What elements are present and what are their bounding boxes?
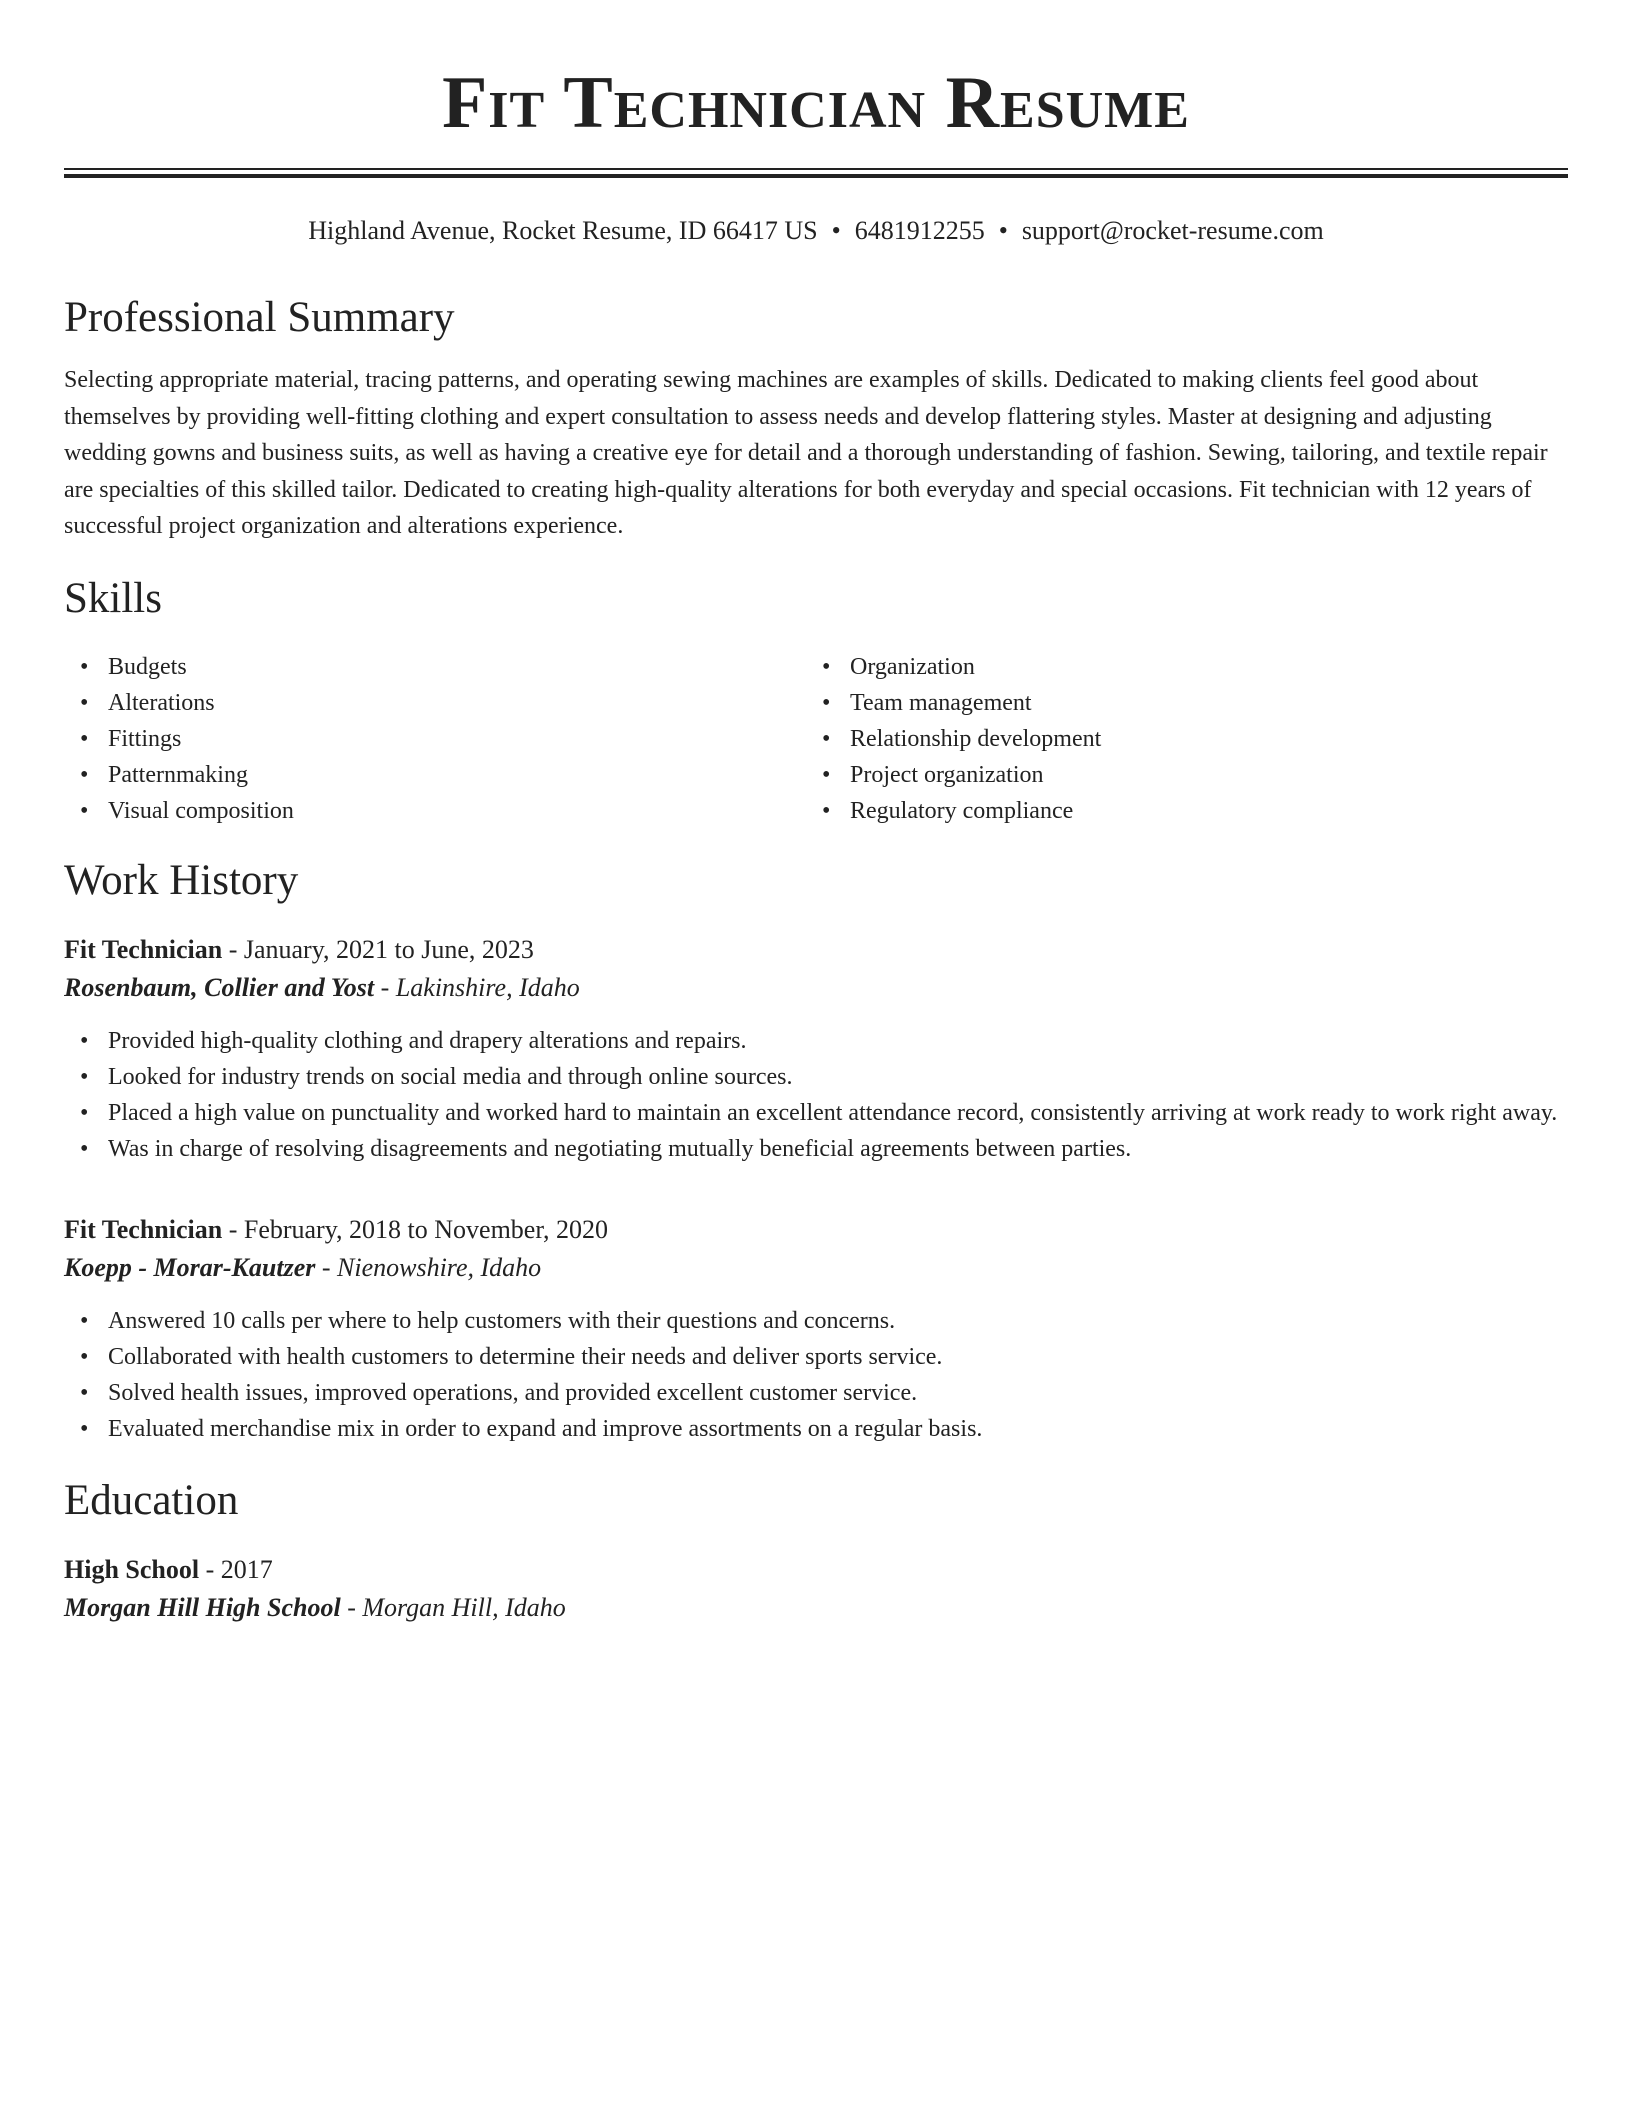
skill-item: • Project organization	[850, 757, 1548, 793]
job-title-line	[64, 931, 1568, 969]
title-divider	[64, 168, 1568, 178]
skill-item: • Alterations	[108, 685, 806, 721]
education-school-line	[64, 1589, 1568, 1627]
skill-item: • Organization	[850, 649, 1548, 685]
summary-text: Selecting appropriate material, tracing patterns, and operating sewing machines are examples of skills. Dedicated to making clients feel good about themselves by providing well-fitting clothing and expert consultation to assess needs and develop flattering styles. Master at designing and adjusting wedding gowns and business suits, as well as having a creative eye for detail and a thorough understanding of fashion. Sewing, tailoring, and textile repair are specialties of this skilled tailor. Dedicated to creating high-quality alterations for both everyday and special occasions. Fit technician with 12 years of successful project organization and alterations experience.	[64, 367, 1548, 540]
skill-item: • Fittings	[108, 721, 806, 757]
job-dates: - January, 2021 to June, 2023	[222, 934, 534, 964]
job-bullet: • Evaluated merchandise mix in order to expand and improve assortments on a regular basis.	[108, 1411, 1568, 1447]
skills-list-left	[64, 649, 806, 829]
skills-list-right	[806, 649, 1548, 829]
skills-columns	[64, 649, 1568, 829]
job-bullets	[64, 1303, 1568, 1447]
job-bullet: • Collaborated with health customers to determine their needs and deliver sports service.	[108, 1339, 1568, 1375]
job-bullet: • Solved health issues, improved operations, and provided excellent customer service.	[108, 1375, 1568, 1411]
job-location: - Lakinshire, Idaho	[374, 972, 580, 1002]
skill-item: • Relationship development	[850, 721, 1548, 757]
education-year: - 2017	[199, 1554, 273, 1584]
job-bullet: • Looked for industry trends on social media and through online sources.	[108, 1059, 1568, 1095]
job-company: Rosenbaum, Collier and Yost	[64, 972, 375, 1002]
work-history-heading: Work History	[64, 856, 299, 904]
resume-title: Fit Technician Resume	[442, 62, 1190, 144]
contact-separator: •	[998, 216, 1008, 245]
contact-line	[64, 214, 1568, 248]
job-dates: - February, 2018 to November, 2020	[222, 1214, 608, 1244]
job-company-line	[64, 1249, 1568, 1287]
education-school: Morgan Hill High School	[64, 1592, 341, 1622]
skill-item: • Budgets	[108, 649, 806, 685]
contact-separator: •	[831, 216, 841, 245]
job-title: Fit Technician	[64, 934, 223, 964]
job-bullets	[64, 1023, 1568, 1167]
job-company-line	[64, 969, 1568, 1007]
job-bullet: • Placed a high value on punctuality and worked hard to maintain an excellent attendance record, consistently arriving at work ready to work right away.	[108, 1095, 1568, 1131]
skill-item: • Patternmaking	[108, 757, 806, 793]
contact-address: Highland Avenue, Rocket Resume, ID 66417 US	[308, 216, 818, 245]
job-location: - Nienowshire, Idaho	[315, 1252, 542, 1282]
skill-item: • Regulatory compliance	[850, 793, 1548, 829]
education-heading: Education	[64, 1476, 239, 1524]
job-bullet: • Provided high-quality clothing and drapery alterations and repairs.	[108, 1023, 1568, 1059]
contact-email[interactable]: support@rocket-resume.com	[1021, 216, 1324, 245]
resume-page	[64, 0, 1568, 1627]
contact-phone: 6481912255	[854, 216, 985, 245]
job-company: Koepp - Morar-Kautzer	[64, 1252, 316, 1282]
job-bullet: • Was in charge of resolving disagreements and negotiating mutually beneficial agreements between parties.	[108, 1131, 1568, 1167]
job-entry	[64, 1211, 1568, 1447]
education-entry	[64, 1551, 1568, 1627]
education-degree-line	[64, 1551, 1568, 1589]
job-bullet: • Answered 10 calls per where to help customers with their questions and concerns.	[108, 1303, 1568, 1339]
education-degree: High School	[64, 1554, 200, 1584]
skill-item: • Visual composition	[108, 793, 806, 829]
skill-item: • Team management	[850, 685, 1548, 721]
summary-heading: Professional Summary	[64, 294, 455, 341]
skills-heading: Skills	[64, 574, 162, 622]
education-location: - Morgan Hill, Idaho	[340, 1592, 566, 1622]
job-title-line	[64, 1211, 1568, 1249]
job-entry	[64, 931, 1568, 1167]
job-title: Fit Technician	[64, 1214, 223, 1244]
